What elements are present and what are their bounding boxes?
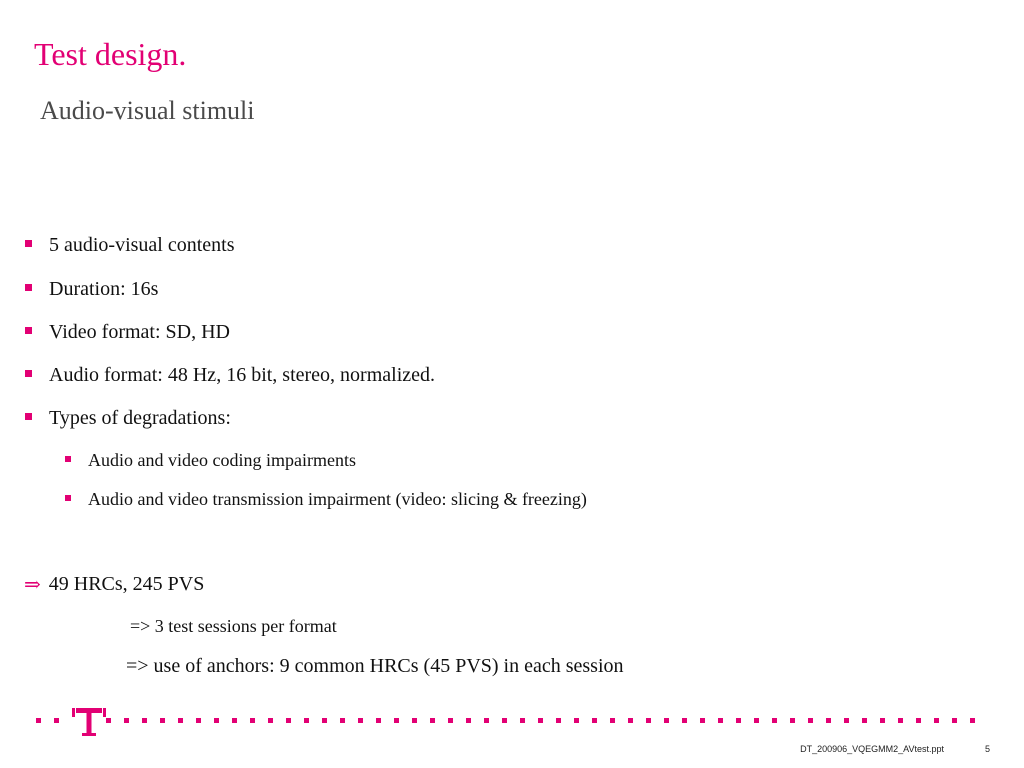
- telekom-t-logo-icon: [72, 708, 106, 736]
- bullet-square-icon: [65, 456, 71, 462]
- bullet-item: [25, 278, 158, 301]
- bullet-square-icon: [65, 495, 71, 501]
- bullet-text: Duration: 16s: [49, 278, 159, 300]
- anchors-line: => use of anchors: 9 common HRCs (45 PVS) in each session: [126, 655, 624, 677]
- bullet-item: [25, 321, 230, 344]
- bullet-text: Audio and video transmission impairment (video: slicing & freezing): [88, 489, 587, 509]
- bullet-text: 5 audio-visual contents: [49, 234, 235, 256]
- bullet-text: Audio and video coding impairments: [88, 450, 356, 470]
- conclusion-text: 49 HRCs, 245 PVS: [48, 572, 205, 595]
- slide-subtitle: Audio-visual stimuli: [40, 96, 255, 125]
- bullet-square-icon: [25, 284, 32, 291]
- bullet-square-icon: [25, 240, 32, 247]
- slide-title: Test design.: [34, 36, 187, 72]
- conclusion-line: [24, 572, 204, 596]
- sub-bullet-item: [65, 450, 356, 471]
- footer-page-number: 5: [984, 744, 990, 754]
- footer-filename: DT_200906_VQEGMM2_AVtest.ppt: [800, 744, 944, 754]
- bullet-text: Types of degradations:: [49, 407, 231, 429]
- bullet-item: [25, 364, 435, 387]
- bullet-item: [25, 407, 231, 430]
- bullet-square-icon: [25, 413, 32, 420]
- sessions-line: => 3 test sessions per format: [130, 616, 337, 636]
- telekom-footer-bar: [36, 700, 986, 740]
- bullet-text: Audio format: 48 Hz, 16 bit, stereo, normalized.: [49, 364, 436, 386]
- footer-dot-row: [36, 718, 975, 723]
- bullet-square-icon: [25, 370, 32, 377]
- bullet-square-icon: [25, 327, 32, 334]
- implies-arrow-icon: ⇒: [24, 572, 41, 596]
- sub-bullet-item: [65, 489, 587, 510]
- bullet-text: Video format: SD, HD: [49, 321, 230, 343]
- bullet-item: [25, 234, 235, 257]
